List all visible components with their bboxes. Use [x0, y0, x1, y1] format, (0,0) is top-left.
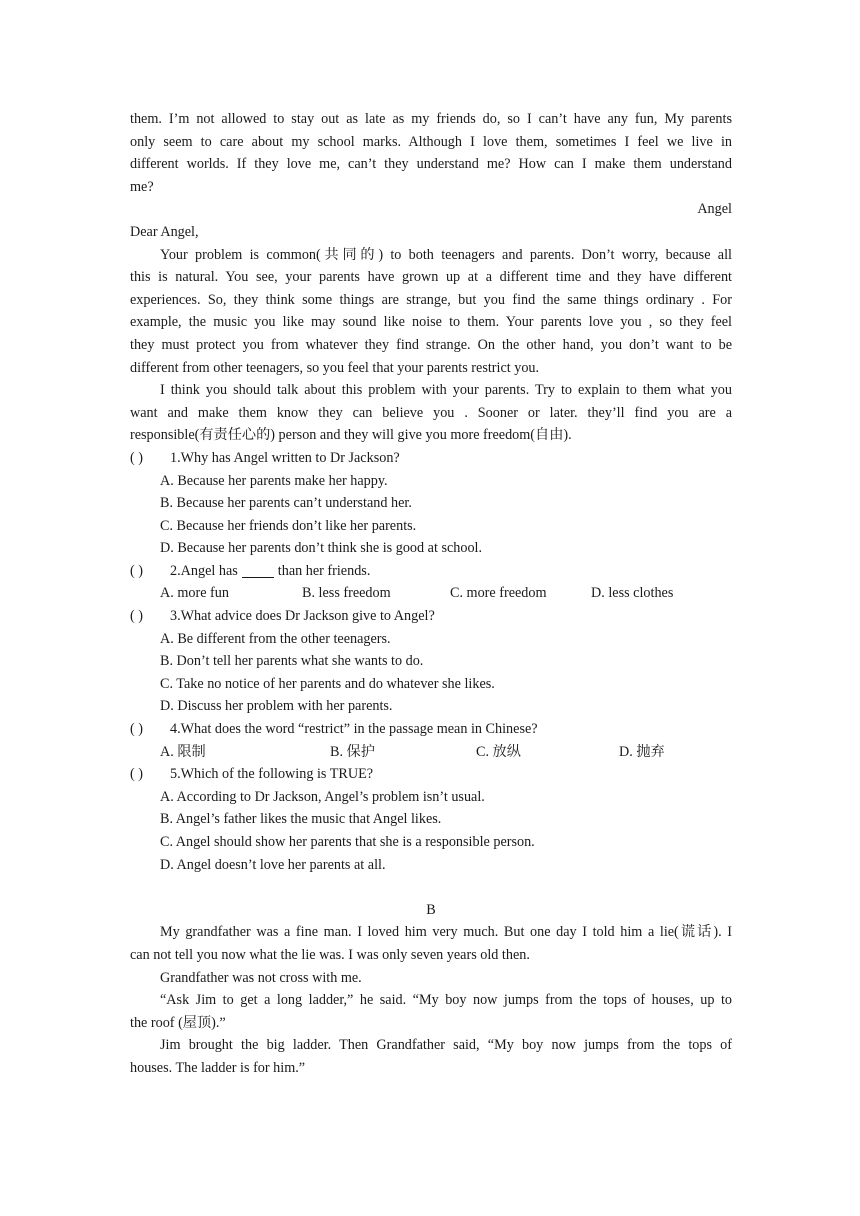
option: C. Take no notice of her parents and do whatever she likes.: [160, 675, 495, 692]
question-text: 4.What does the word “restrict” in the passage mean in Chinese?: [170, 721, 538, 738]
text-line: example, the music you like may sound like noise to them. Your parents love you , so they feel: [130, 314, 732, 331]
option: A. Because her parents make her happy.: [160, 472, 388, 489]
option: C. more freedom: [450, 585, 547, 602]
question-stem: [130, 605, 732, 628]
story-paragraph-3: [130, 989, 732, 1034]
question-2: [130, 560, 732, 605]
option: D. less clothes: [591, 585, 674, 602]
question-text: 5.Which of the following is TRUE?: [170, 766, 374, 783]
text-line: me?: [130, 178, 154, 195]
option: B. 保护: [330, 743, 375, 760]
signature: Angel: [697, 201, 732, 218]
text-line: only seem to care about my school marks. Although I love them, sometimes I feel we live in: [130, 133, 732, 150]
text-line: Your problem is common(共同的) to both teenagers and parents. Don’t worry, because all: [160, 246, 732, 263]
question-1: [130, 447, 732, 560]
option: A. According to Dr Jackson, Angel’s problem isn’t usual.: [160, 788, 485, 805]
text-line: can not tell you now what the lie was. I was only seven years old then.: [130, 946, 530, 963]
text-line: I think you should talk about this problem with your parents. Try to explain to them what you: [160, 382, 732, 399]
option: A. more fun: [160, 585, 229, 602]
option: D. Angel doesn’t love her parents at all.: [160, 856, 386, 873]
question-text: than her friends.: [277, 562, 371, 579]
letter-paragraph: [130, 108, 732, 198]
story-paragraph-4: [130, 1034, 732, 1079]
option: B. Don’t tell her parents what she wants to do.: [160, 653, 424, 670]
document-body: [130, 108, 732, 1080]
option: B. Because her parents can’t understand her.: [160, 495, 412, 512]
text-line: experiences. So, they think some things are strange, but you find the same things ordinary . For: [130, 291, 732, 308]
answer-blank[interactable]: ( ): [130, 608, 143, 625]
question-text: 1.Why has Angel written to Dr Jackson?: [170, 449, 400, 466]
answer-blank[interactable]: ( ): [130, 562, 143, 579]
option: A. Be different from the other teenagers.: [160, 630, 391, 647]
fill-blank[interactable]: [242, 563, 274, 578]
question-stem: [130, 763, 732, 786]
option: C. Angel should show her parents that she is a responsible person.: [160, 834, 535, 850]
question-stem: [130, 718, 732, 741]
text-line: Jim brought the big ladder. Then Grandfather said, “My boy now jumps from the tops of: [160, 1037, 732, 1054]
option: D. Because her parents don’t think she is good at school.: [160, 540, 483, 557]
question-text: 3.What advice does Dr Jackson give to Angel?: [170, 608, 435, 625]
answer-blank[interactable]: ( ): [130, 449, 143, 466]
option: D. 抛弃: [619, 743, 665, 760]
story-paragraph-2: Grandfather was not cross with me.: [160, 969, 362, 986]
text-line: the roof (屋顶).”: [130, 1014, 226, 1031]
reply-paragraph-2: [130, 379, 732, 447]
text-line: different from other teenagers, so you feel that your parents restrict you.: [130, 359, 540, 376]
option-row: [130, 741, 732, 764]
answer-blank[interactable]: ( ): [130, 766, 143, 783]
option: D. Discuss her problem with her parents.: [160, 698, 393, 715]
option: B. less freedom: [302, 585, 391, 602]
option: C. 放纵: [476, 743, 521, 760]
question-5: [130, 763, 732, 876]
option: B. Angel’s father likes the music that Angel likes.: [160, 811, 442, 828]
text-line: houses. The ladder is for him.”: [130, 1059, 306, 1076]
text-line: this is natural. You see, your parents have grown up at a different time and they have different: [130, 269, 732, 286]
reply-paragraph-1: [130, 244, 732, 380]
text-line: “Ask Jim to get a long ladder,” he said. “My boy now jumps from the tops of houses, up to: [160, 992, 732, 1009]
question-4: [130, 718, 732, 763]
text-line: responsible(有责任心的) person and they will give you more freedom(自由).: [130, 427, 572, 444]
text-line: want and make them know they can believe you . Sooner or later. they’ll find you are a: [130, 404, 732, 421]
question-stem: [130, 560, 732, 583]
reply-greeting: Dear Angel,: [130, 223, 199, 240]
spacer: [130, 876, 732, 899]
option-row: [130, 582, 732, 605]
text-line: different worlds. If they love me, can’t they understand me? How can I make them understand: [130, 156, 732, 173]
option: A. 限制: [160, 743, 206, 760]
text-line: they must protect you from whatever they find strange. On the other hand, you don’t want to be: [130, 336, 732, 353]
question-stem: [130, 447, 732, 470]
answer-blank[interactable]: ( ): [130, 721, 143, 738]
text-line: My grandfather was a fine man. I loved him very much. But one day I told him a lie(谎话). I: [160, 924, 732, 941]
story-paragraph-1: [130, 921, 732, 966]
section-heading: B: [426, 901, 436, 918]
text-line: them. I’m not allowed to stay out as late as my friends do, so I can’t have any fun, My parents: [130, 111, 732, 127]
option: C. Because her friends don’t like her parents.: [160, 517, 417, 534]
question-3: [130, 605, 732, 718]
question-text: 2.Angel has: [170, 562, 238, 579]
